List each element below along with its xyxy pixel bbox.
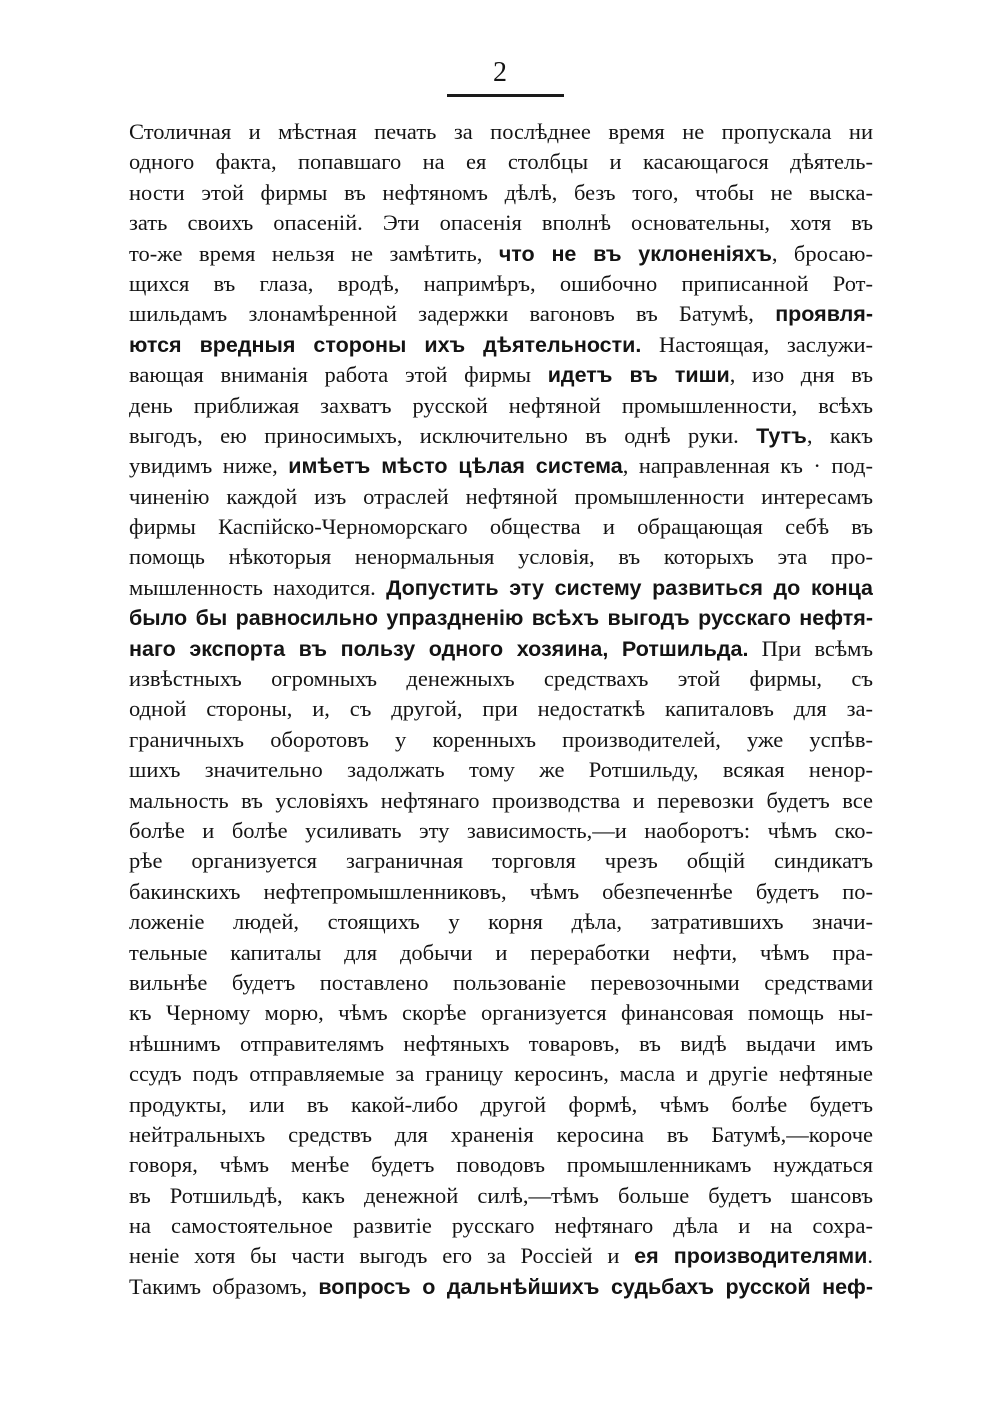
emphasized-text: что не въ уклоненіяхъ <box>498 241 772 266</box>
text-span: въ Ротшильдѣ, какъ денежной силѣ,—тѣмъ больше будетъ шансовъ <box>129 1182 873 1208</box>
text-span: извѣстныхъ огромныхъ денежныхъ средствахъ этой фирмы, съ <box>129 666 873 692</box>
text-span: Столичная и мѣстная печать за послѣднее время не пропускала ни <box>129 119 873 144</box>
body-text <box>129 117 873 1302</box>
text-span: зать своихъ опасеній. Эти опасенія вполнѣ основательны, хотя въ <box>129 210 873 236</box>
emphasized-text: имѣетъ мѣсто цѣлая система <box>288 454 623 479</box>
emphasized-text: ея производителями <box>634 1244 868 1269</box>
text-span: граничныхъ оборотовъ у коренныхъ производителей, уже успѣв- <box>129 726 873 752</box>
emphasized-text: проявля- <box>775 302 873 327</box>
text-line <box>129 178 873 208</box>
text-line <box>129 907 873 937</box>
text-line <box>129 1029 873 1059</box>
text-line <box>129 1120 873 1150</box>
text-span: къ Черному морю, чѣмъ скорѣе организуется финансовая помощь ны- <box>129 1000 873 1026</box>
text-span: , какъ <box>806 422 873 448</box>
text-span: бакинскихъ нефтепромышленниковъ, чѣмъ обезпеченнѣе будетъ по- <box>129 878 873 904</box>
text-span: нейтральныхъ средствъ для храненія керосина въ Батумѣ,—короче <box>129 1121 873 1147</box>
text-line <box>129 239 873 269</box>
text-span: помощь нѣкоторыя ненормальныя условія, въ которыхъ эта про- <box>129 544 873 570</box>
text-span: фирмы Каспійско-Черноморскаго общества и обращающая себѣ въ <box>129 514 873 540</box>
text-line <box>129 360 873 390</box>
text-line <box>129 482 873 512</box>
text-span: неніе хотя бы части выгодъ его за Россіей и <box>129 1243 635 1269</box>
text-span: увидимъ ниже, <box>129 453 289 479</box>
text-line <box>129 1059 873 1089</box>
text-line <box>129 542 873 572</box>
text-line <box>129 208 873 238</box>
text-span: . <box>867 1243 873 1269</box>
text-line <box>129 694 873 724</box>
emphasized-text: Тутъ <box>756 423 807 448</box>
text-span: вильнѣе будетъ поставлено пользованіе перевозочными средствами <box>129 969 873 995</box>
text-span: Настоящая, заслужи- <box>641 331 873 357</box>
text-span: мальность въ условіяхъ нефтянаго производства и перевозки будетъ все <box>129 787 873 813</box>
text-span: шильдамъ злонамѣренной задержки вагоновъ въ Батумѣ, <box>129 301 776 327</box>
text-line <box>129 147 873 177</box>
text-span: щихся въ глаза, вродѣ, напримѣръ, ошибочно приписанной Рот- <box>129 270 873 296</box>
text-span: мышленность находится. <box>129 574 387 600</box>
text-line <box>129 664 873 694</box>
text-line <box>129 938 873 968</box>
text-line <box>129 877 873 907</box>
text-span: , направленная къ · под- <box>622 453 873 479</box>
text-line <box>129 451 873 481</box>
text-span: ссудъ подъ отправляемые за границу керосинъ, масла и другіе нефтяные <box>129 1061 873 1087</box>
text-line <box>129 512 873 542</box>
text-span: чиненію каждой изъ отраслей нефтяной промышленности интересамъ <box>129 483 873 509</box>
text-span: шихъ значительно задолжать тому же Ротшильду, всякая ненор- <box>129 757 873 783</box>
text-span: вающая вниманія работа этой фирмы <box>129 362 548 388</box>
text-line <box>129 998 873 1028</box>
text-span: ности этой фирмы въ нефтяномъ дѣлѣ, безъ того, чтобы не выска- <box>129 179 873 205</box>
text-span: нѣшнимъ отправителямъ нефтяныхъ товаровъ, въ видѣ выдачи имъ <box>129 1030 873 1056</box>
text-span: рѣе организуется заграничная торговля чрезъ общій синдикатъ <box>129 848 873 874</box>
text-line <box>129 816 873 846</box>
text-span: При всѣмъ <box>748 635 873 661</box>
emphasized-text: наго экспорта въ пользу одного хозяина, Ротшильда. <box>129 636 749 661</box>
text-line <box>129 968 873 998</box>
text-line <box>129 755 873 785</box>
text-line <box>129 299 873 329</box>
text-span: одного факта, попавшаго на ея столбцы и касающагося дѣятель- <box>129 149 873 175</box>
text-span: то-же время нельзя не замѣтить, <box>129 240 499 266</box>
text-line <box>129 391 873 421</box>
text-span: одной стороны, и, съ другой, при недостаткѣ капиталовъ для за- <box>129 696 873 722</box>
emphasized-text: было бы равносильно упраздненію всѣхъ выгодъ русскаго нефтя- <box>129 606 873 631</box>
text-line <box>129 634 873 664</box>
page-number: 2 <box>493 57 507 88</box>
text-line <box>129 1211 873 1241</box>
text-line <box>129 786 873 816</box>
text-span: говоря, чѣмъ менѣе будетъ поводовъ промышленникамъ нуждаться <box>129 1152 873 1178</box>
text-line <box>129 330 873 360</box>
text-line <box>129 725 873 755</box>
text-line <box>129 421 873 451</box>
emphasized-text: ются вредныя стороны ихъ дѣятельности. <box>129 332 642 357</box>
text-line <box>129 603 873 633</box>
text-span: на самостоятельное развитіе русскаго нефтянаго дѣла и на сохра- <box>129 1213 873 1239</box>
text-line <box>129 1150 873 1180</box>
text-line <box>129 1181 873 1211</box>
text-line <box>129 117 873 147</box>
emphasized-text: вопросъ о дальнѣйшихъ судьбахъ русской неф- <box>318 1274 873 1299</box>
text-line <box>129 846 873 876</box>
text-line <box>129 1272 873 1302</box>
text-line <box>129 1241 873 1271</box>
text-line <box>129 1090 873 1120</box>
emphasized-text: идетъ въ тиши <box>547 363 730 388</box>
text-span: выгодъ, ею приносимыхъ, исключительно въ однѣ руки. <box>129 422 757 448</box>
text-span: Такимъ образомъ, <box>129 1273 319 1299</box>
emphasized-text: Допустить эту систему развиться до конца <box>386 575 873 600</box>
text-span: день приближая захватъ русской нефтяной промышленности, всѣхъ <box>129 392 873 418</box>
text-span: , изо дня въ <box>729 362 873 388</box>
text-span: болѣе и болѣе усиливать эту зависимость,—и наоборотъ: чѣмъ ско- <box>129 817 873 843</box>
text-span: ложеніе людей, стоящихъ у корня дѣла, затратившихъ значи- <box>129 909 873 935</box>
text-span: тельные капиталы для добычи и переработки нефти, чѣмъ пра- <box>129 939 873 965</box>
text-line <box>129 573 873 603</box>
text-span: , бросаю- <box>771 240 873 266</box>
text-span: продукты, или въ какой-либо другой формѣ, чѣмъ болѣе будетъ <box>129 1091 873 1117</box>
text-line <box>129 269 873 299</box>
header-rule <box>447 94 564 97</box>
